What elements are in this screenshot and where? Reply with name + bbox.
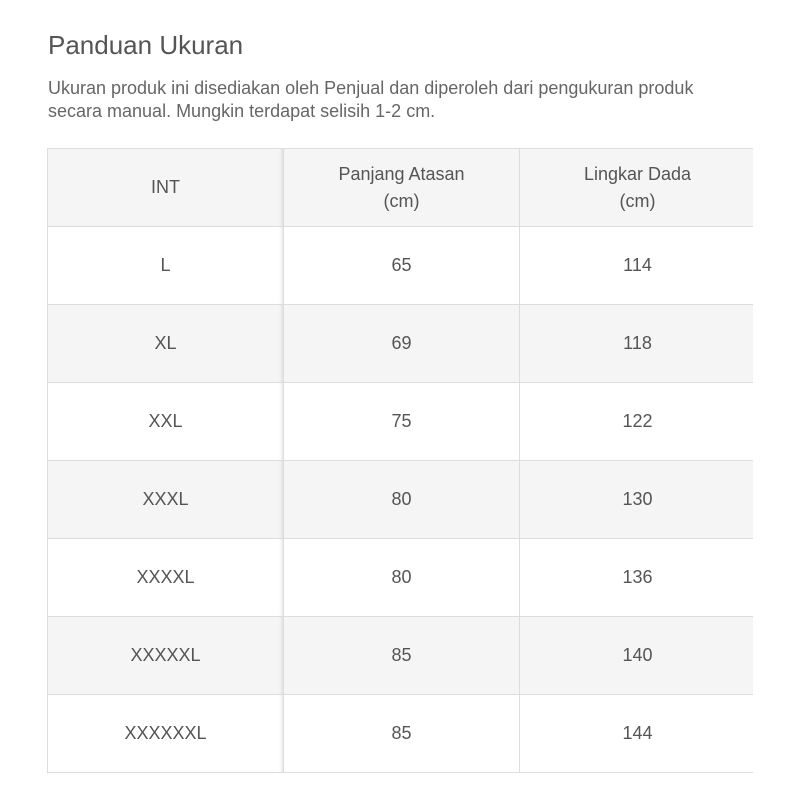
table-row [48,383,754,461]
size-table-body [48,227,754,773]
page-title: Panduan Ukuran [48,30,244,60]
table-row [48,461,754,539]
length-cell: 80 [284,461,520,539]
size-cell: L [48,227,284,305]
chest-cell: 122 [520,383,754,461]
chest-cell: 140 [520,617,754,695]
size-cell: XL [48,305,284,383]
size-table-container[interactable] [47,148,753,778]
size-cell: XXL [48,383,284,461]
table-row [48,227,754,305]
length-cell: 65 [284,227,520,305]
chest-cell: 118 [520,305,754,383]
length-cell: 69 [284,305,520,383]
header-length [284,149,520,227]
header-int-label: INT [151,177,180,197]
chest-cell: 114 [520,227,754,305]
size-cell: XXXXXL [48,617,284,695]
size-table-header [48,149,754,227]
size-cell: XXXL [48,461,284,539]
table-row [48,617,754,695]
chest-cell: 130 [520,461,754,539]
header-row [48,149,754,227]
size-cell: XXXXXXL [48,695,284,773]
header-length-label: Panjang Atasan [338,163,465,184]
size-cell: XXXXL [48,539,284,617]
chest-cell: 144 [520,695,754,773]
table-row [48,539,754,617]
chest-cell: 136 [520,539,754,617]
header-chest [520,149,754,227]
length-cell: 80 [284,539,520,617]
header-chest-label: Lingkar Dada [583,163,692,184]
table-row [48,695,754,773]
length-cell: 85 [284,695,520,773]
header-int [48,149,284,227]
size-guide-description: Ukuran produk ini disediakan oleh Penjual dan diperoleh dari pengukuran produk secara manual. Mungkin terdapat selisih 1-2 cm. [48,78,694,121]
length-cell: 75 [284,383,520,461]
length-cell: 85 [284,617,520,695]
header-length-unit: (cm) [383,190,420,211]
size-table [47,148,753,773]
table-row [48,305,754,383]
header-chest-unit: (cm) [619,190,656,211]
